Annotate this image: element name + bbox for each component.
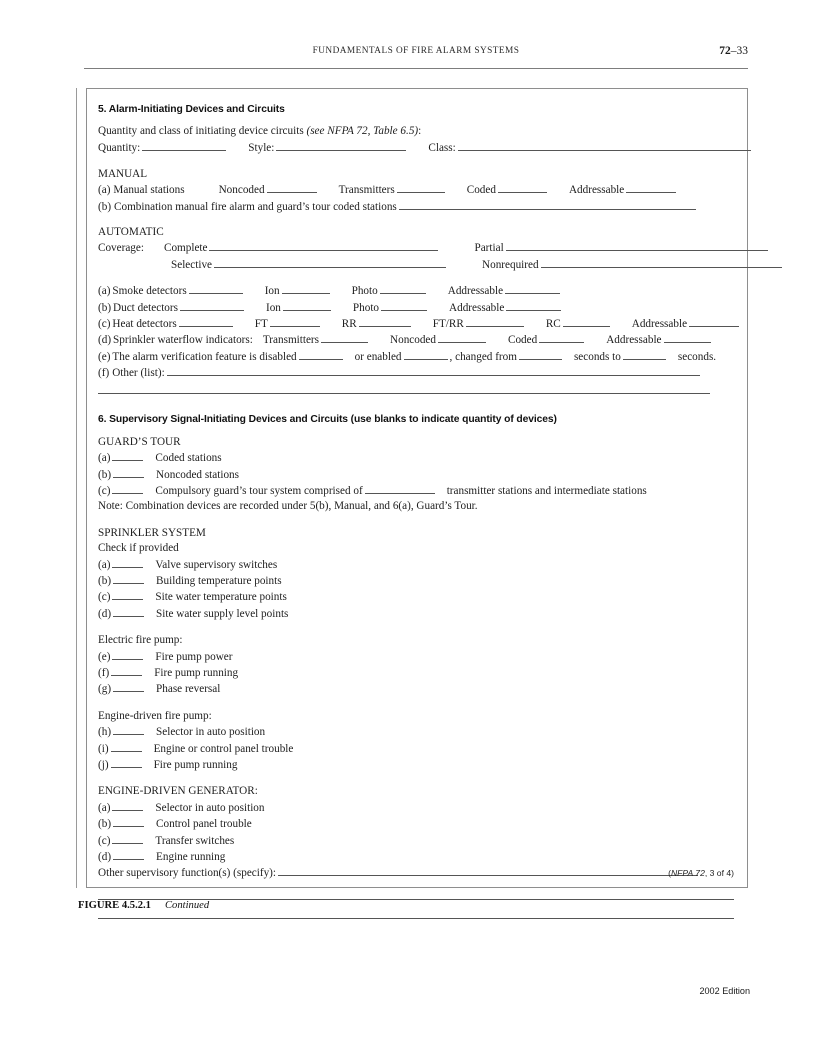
sprinkler-c-label: Site water temperature points xyxy=(155,591,287,604)
generator-b-input[interactable] xyxy=(113,816,144,827)
other-input[interactable] xyxy=(167,365,700,376)
verification-marker: (e) xyxy=(98,350,111,363)
verification-text-3: , changed from xyxy=(449,350,517,363)
intro-prefix: Quantity and class of initiating device circuits xyxy=(98,125,307,137)
detector-c-label: Heat detectors xyxy=(112,318,177,331)
manual-a-coded-label: Coded xyxy=(466,184,496,197)
manual-a-addressable-label: Addressable xyxy=(568,184,625,197)
sprinkler-a-marker: (a) xyxy=(98,558,111,571)
detector-a-marker: (a) xyxy=(98,285,111,298)
engine-j-input[interactable] xyxy=(111,757,142,768)
style-label: Style: xyxy=(248,142,275,155)
electric-g-marker: (g) xyxy=(98,683,112,696)
generator-a-label: Selector in auto position xyxy=(155,801,265,814)
generator-d-label: Engine running xyxy=(156,851,226,864)
waterflow-marker: (d) xyxy=(98,334,112,347)
running-head-title: FUNDAMENTALS OF FIRE ALARM SYSTEMS xyxy=(312,46,520,56)
automatic-heading: AUTOMATIC xyxy=(98,226,164,239)
detector-b-addressable-input[interactable] xyxy=(506,300,561,311)
sprinkler-d-input[interactable] xyxy=(113,606,144,617)
electric-g-input[interactable] xyxy=(113,681,144,692)
engine-h-label: Selector in auto position xyxy=(156,726,266,739)
figure-label: FIGURE 4.5.2.1 xyxy=(78,900,151,911)
generator-item-b xyxy=(98,816,735,832)
guards-a-marker: (a) xyxy=(98,452,111,465)
form-content xyxy=(98,103,735,922)
electric-pump-item-f xyxy=(98,665,735,681)
generator-b-marker: (b) xyxy=(98,818,112,831)
detector-c-marker: (c) xyxy=(98,318,111,331)
sprinkler-system-heading: SPRINKLER SYSTEM xyxy=(98,526,206,539)
verification-text-4: seconds to xyxy=(573,350,621,363)
page-folio: –33 xyxy=(730,45,748,57)
detector-c-ftrr-input[interactable] xyxy=(466,316,524,327)
other-supervisory-row xyxy=(98,865,735,881)
waterflow-label: Sprinkler waterflow indicators: xyxy=(113,334,253,347)
detector-c-rc-input[interactable] xyxy=(563,316,610,327)
class-input[interactable] xyxy=(458,140,751,151)
detector-c-addressable-input[interactable] xyxy=(689,316,739,327)
generator-heading: ENGINE-DRIVEN GENERATOR: xyxy=(98,785,258,798)
coverage-partial-input[interactable] xyxy=(506,240,768,251)
coverage-complete-label: Complete xyxy=(163,242,208,255)
waterflow-noncoded-input[interactable] xyxy=(438,332,486,343)
detector-b-ion-label: Ion xyxy=(265,301,281,314)
electric-fire-pump-heading: Electric fire pump: xyxy=(98,634,183,647)
guards-c-marker: (c) xyxy=(98,484,111,497)
engine-driven-fire-pump-heading: Engine-driven fire pump: xyxy=(98,709,212,722)
detector-a-qty-input[interactable] xyxy=(189,283,243,294)
sprinkler-b-input[interactable] xyxy=(113,573,144,584)
sprinkler-a-input[interactable] xyxy=(112,557,143,568)
detector-c-ftrr-label: FT/RR xyxy=(432,318,464,331)
electric-f-label: Fire pump running xyxy=(154,666,239,679)
page-footer-edition: 2002 Edition xyxy=(699,986,750,996)
guards-a-input[interactable] xyxy=(112,450,143,461)
other-supervisory-input[interactable] xyxy=(278,865,698,876)
nfpa-source-credit xyxy=(668,868,734,878)
manual-heading: MANUAL xyxy=(98,167,148,180)
detector-c-rr-label: RR xyxy=(341,318,357,331)
generator-a-input[interactable] xyxy=(112,800,143,811)
detector-a-ion-input[interactable] xyxy=(282,283,330,294)
coverage-selective-input[interactable] xyxy=(214,257,446,268)
sprinkler-check-subhead: Check if provided xyxy=(98,542,179,555)
verification-disabled-input[interactable] xyxy=(299,349,343,360)
verification-text-1: The alarm verification feature is disabled xyxy=(112,350,297,363)
credit-standard: NFPA 72 xyxy=(670,868,705,878)
generator-b-label: Control panel trouble xyxy=(156,818,252,831)
detector-b-marker: (b) xyxy=(98,301,112,314)
coverage-row-2 xyxy=(98,257,735,273)
detector-row-b xyxy=(98,300,735,316)
guards-b-label: Noncoded stations xyxy=(156,468,240,481)
style-input[interactable] xyxy=(276,140,406,151)
generator-c-marker: (c) xyxy=(98,834,111,847)
detector-a-label: Smoke detectors xyxy=(112,285,187,298)
detector-b-photo-input[interactable] xyxy=(381,300,427,311)
sprinkler-a-label: Valve supervisory switches xyxy=(155,558,278,571)
verification-from-input[interactable] xyxy=(519,349,562,360)
waterflow-transmitters-input[interactable] xyxy=(321,332,368,343)
sprinkler-item-c xyxy=(98,589,735,605)
guards-item-b xyxy=(98,467,735,483)
verification-enabled-input[interactable] xyxy=(404,349,448,360)
sprinkler-waterflow-row-d xyxy=(98,332,735,348)
waterflow-addressable-input[interactable] xyxy=(664,332,711,343)
other-continuation-wrap xyxy=(98,382,735,400)
generator-item-c xyxy=(98,833,735,849)
sprinkler-item-a xyxy=(98,557,735,573)
sprinkler-c-marker: (c) xyxy=(98,591,111,604)
sprinkler-item-d xyxy=(98,606,735,622)
intro-reference: (see NFPA 72, Table 6.5) xyxy=(306,125,419,137)
guards-b-marker: (b) xyxy=(98,468,112,481)
manual-a-addressable-input[interactable] xyxy=(626,182,676,193)
detector-a-ion-label: Ion xyxy=(264,285,280,298)
form-box xyxy=(86,88,748,888)
detector-a-photo-label: Photo xyxy=(351,285,378,298)
credit-rest: , 3 of 4) xyxy=(704,868,734,878)
manual-b-input[interactable] xyxy=(399,199,696,210)
other-supervisory-label: Other supervisory function(s) (specify): xyxy=(98,867,277,880)
electric-pump-item-e xyxy=(98,649,735,665)
engine-i-marker: (i) xyxy=(98,742,109,755)
detector-c-ft-input[interactable] xyxy=(270,316,320,327)
sprinkler-d-marker: (d) xyxy=(98,607,112,620)
detector-a-addressable-label: Addressable xyxy=(447,285,504,298)
detector-row-a xyxy=(98,283,735,299)
figure-caption xyxy=(78,900,209,911)
generator-d-marker: (d) xyxy=(98,851,112,864)
electric-pump-item-g xyxy=(98,681,735,697)
other-supervisory-rule-3[interactable] xyxy=(98,918,734,919)
section-6-heading: 6. Supervisory Signal-Initiating Devices and Circuits (use blanks to indicate quantity of devices) xyxy=(98,413,557,425)
guards-tour-heading: GUARD’S TOUR xyxy=(98,435,181,448)
credit-open: ( xyxy=(668,868,671,878)
manual-a-transmitters-label: Transmitters xyxy=(338,184,395,197)
quantity-label: Quantity: xyxy=(98,142,141,155)
guards-c-transmitter-count-input[interactable] xyxy=(365,483,435,494)
section-5-intro xyxy=(98,124,735,139)
figure-continued: Continued xyxy=(164,900,210,911)
generator-c-label: Transfer switches xyxy=(155,834,235,847)
manual-b-marker: (b) xyxy=(98,200,112,213)
sprinkler-item-b xyxy=(98,573,735,589)
engine-j-label: Fire pump running xyxy=(153,759,238,771)
coverage-nonrequired-label: Nonrequired xyxy=(482,258,539,271)
guards-item-a xyxy=(98,450,735,466)
alarm-verification-row-e xyxy=(98,349,735,365)
margin-rule xyxy=(76,88,77,888)
engine-pump-item-j xyxy=(98,757,735,773)
manual-a-noncoded-label: Noncoded xyxy=(218,184,265,197)
generator-c-input[interactable] xyxy=(112,833,143,844)
manual-b-label: Combination manual fire alarm and guard’s tour coded stations xyxy=(114,200,397,213)
page-number xyxy=(719,45,748,57)
manual-row-a xyxy=(98,182,735,198)
sprinkler-d-label: Site water supply level points xyxy=(156,607,289,620)
guards-item-c xyxy=(98,483,735,499)
manual-a-noncoded-input[interactable] xyxy=(267,182,317,193)
generator-item-a xyxy=(98,800,735,816)
other-label: Other (list): xyxy=(112,367,165,380)
detector-c-addressable-label: Addressable xyxy=(631,318,688,331)
other-continuation-rule[interactable] xyxy=(98,393,710,394)
engine-j-marker: (j) xyxy=(98,759,109,771)
detector-b-photo-label: Photo xyxy=(352,301,380,314)
manual-a-coded-input[interactable] xyxy=(498,182,547,193)
generator-item-d xyxy=(98,849,735,865)
manual-a-transmitters-input[interactable] xyxy=(397,182,445,193)
detector-c-qty-input[interactable] xyxy=(179,316,233,327)
coverage-complete-input[interactable] xyxy=(209,240,438,251)
detector-c-ft-label: FT xyxy=(254,318,268,331)
coverage-label: Coverage: xyxy=(98,242,144,255)
waterflow-coded-input[interactable] xyxy=(539,332,584,343)
page-chapter: 72 xyxy=(719,45,731,57)
detector-b-addressable-label: Addressable xyxy=(449,301,505,314)
detector-a-photo-input[interactable] xyxy=(380,283,426,294)
intro-suffix: : xyxy=(418,125,422,137)
engine-i-label: Engine or control panel trouble xyxy=(153,742,294,755)
guards-b-input[interactable] xyxy=(113,467,144,478)
manual-a-marker: (a) xyxy=(98,184,111,197)
running-head xyxy=(84,46,748,68)
engine-h-marker: (h) xyxy=(98,726,112,739)
guards-c-text-2: transmitter stations and intermediate stations xyxy=(446,484,647,497)
generator-a-marker: (a) xyxy=(98,801,111,814)
other-marker: (f) xyxy=(98,367,110,380)
engine-pump-item-i xyxy=(98,741,735,757)
guards-c-text-1: Compulsory guard’s tour system comprised of xyxy=(155,484,363,497)
section-5-heading: 5. Alarm-Initiating Devices and Circuits xyxy=(98,104,285,115)
guards-a-label: Coded stations xyxy=(155,452,222,465)
detector-c-rr-input[interactable] xyxy=(359,316,411,327)
sprinkler-c-input[interactable] xyxy=(112,589,143,600)
detector-b-qty-input[interactable] xyxy=(180,300,244,311)
waterflow-transmitters-label: Transmitters xyxy=(262,334,320,347)
manual-a-label: Manual stations xyxy=(113,184,185,197)
waterflow-addressable-label: Addressable xyxy=(606,334,662,347)
detector-b-label: Duct detectors xyxy=(113,301,178,314)
electric-e-marker: (e) xyxy=(98,650,111,663)
verification-text-2: or enabled xyxy=(354,350,402,363)
engine-pump-item-h xyxy=(98,724,735,740)
detector-row-c xyxy=(98,316,735,332)
coverage-selective-label: Selective xyxy=(171,258,213,271)
class-label: Class: xyxy=(428,142,456,155)
electric-g-label: Phase reversal xyxy=(156,683,221,696)
electric-f-marker: (f) xyxy=(98,666,110,679)
quantity-style-class-row xyxy=(98,140,735,156)
generator-d-input[interactable] xyxy=(113,849,144,860)
sprinkler-b-marker: (b) xyxy=(98,574,112,587)
detector-b-ion-input[interactable] xyxy=(283,300,331,311)
running-head-rule xyxy=(84,68,748,69)
coverage-partial-label: Partial xyxy=(474,242,504,255)
electric-f-input[interactable] xyxy=(111,665,142,676)
other-list-row-f xyxy=(98,365,735,381)
waterflow-noncoded-label: Noncoded xyxy=(390,334,436,347)
guards-note: Note: Combination devices are recorded under 5(b), Manual, and 6(a), Guard’s Tour. xyxy=(98,500,478,513)
electric-e-input[interactable] xyxy=(112,649,143,660)
electric-e-label: Fire pump power xyxy=(155,650,233,663)
quantity-input[interactable] xyxy=(142,140,226,151)
coverage-row-1 xyxy=(98,240,735,256)
manual-row-b xyxy=(98,199,735,215)
guards-c-input[interactable] xyxy=(112,483,143,494)
engine-h-input[interactable] xyxy=(113,724,144,735)
detector-a-addressable-input[interactable] xyxy=(505,283,560,294)
coverage-nonrequired-input[interactable] xyxy=(541,257,782,268)
sprinkler-b-label: Building temperature points xyxy=(156,574,282,587)
waterflow-coded-label: Coded xyxy=(508,334,538,347)
engine-i-input[interactable] xyxy=(111,741,142,752)
verification-text-5: seconds. xyxy=(677,350,717,363)
verification-to-input[interactable] xyxy=(623,349,666,360)
detector-c-rc-label: RC xyxy=(545,318,561,331)
